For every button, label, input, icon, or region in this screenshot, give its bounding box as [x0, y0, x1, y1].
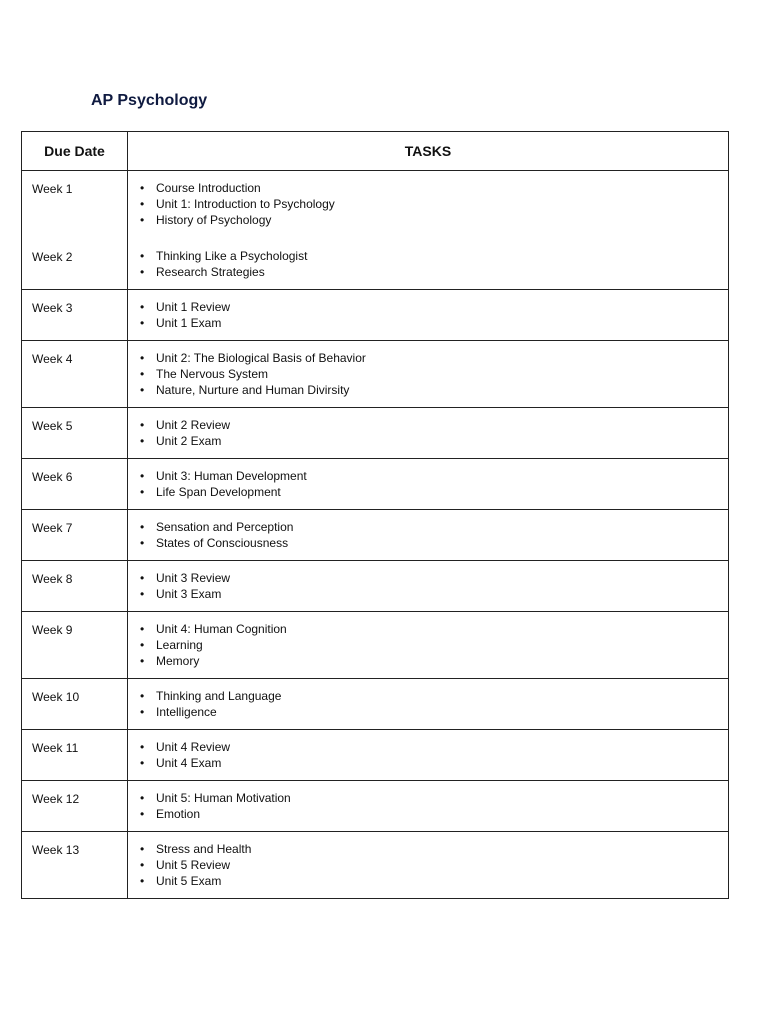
tasks-cell [128, 290, 729, 341]
bullet-icon: • [140, 536, 145, 550]
task-text: Life Span Development [156, 485, 281, 499]
task-item [137, 248, 728, 264]
task-item [137, 468, 728, 484]
tasks-cell [128, 730, 729, 781]
due-date-cell [22, 832, 128, 899]
task-text: Unit 4 Exam [156, 756, 222, 770]
bullet-icon: • [140, 858, 145, 872]
bullet-icon: • [140, 874, 145, 888]
task-text: Unit 5: Human Motivation [156, 791, 291, 805]
tasks-cell [128, 341, 729, 408]
task-text: Stress and Health [156, 842, 252, 856]
table-row [22, 612, 729, 679]
bullet-icon: • [140, 265, 145, 279]
task-list [137, 180, 728, 228]
task-item [137, 704, 728, 720]
table-row [22, 781, 729, 832]
task-list [137, 248, 728, 280]
task-item [137, 366, 728, 382]
tasks-cell [128, 561, 729, 612]
tasks-cell [128, 679, 729, 730]
task-text: Research Strategies [156, 265, 265, 279]
task-text: Unit 2 Exam [156, 434, 222, 448]
task-item [137, 417, 728, 433]
week-label: Week 3 [32, 301, 73, 315]
tasks-cell [128, 171, 729, 290]
bullet-icon: • [140, 434, 145, 448]
table-row [22, 510, 729, 561]
task-item [137, 806, 728, 822]
task-item [137, 519, 728, 535]
task-text: Unit 4: Human Cognition [156, 622, 287, 636]
task-text: Unit 3: Human Development [156, 469, 307, 483]
week-label: Week 10 [32, 690, 80, 704]
week-label: Week 11 [32, 741, 79, 755]
tasks-cell [128, 459, 729, 510]
bullet-icon: • [140, 587, 145, 601]
task-item [137, 586, 728, 602]
task-item [137, 841, 728, 857]
week-label: Week 2 [32, 250, 73, 264]
bullet-icon: • [140, 756, 145, 770]
week-label: Week 6 [32, 470, 73, 484]
task-text: Unit 4 Review [156, 740, 231, 754]
table-row [22, 341, 729, 408]
table-row [22, 290, 729, 341]
task-text: Emotion [156, 807, 201, 821]
task-item [137, 653, 728, 669]
task-item [137, 857, 728, 873]
week-label: Week 7 [32, 521, 73, 535]
bullet-icon: • [140, 316, 145, 330]
due-date-cell [22, 341, 128, 408]
task-item [137, 739, 728, 755]
week-label: Week 13 [32, 843, 80, 857]
task-item [137, 570, 728, 586]
task-item [137, 484, 728, 500]
task-item [137, 382, 728, 398]
week-label: Week 12 [32, 792, 80, 806]
due-date-cell [22, 408, 128, 459]
tasks-cell [128, 781, 729, 832]
bullet-icon: • [140, 197, 145, 211]
task-item [137, 299, 728, 315]
due-date-cell [22, 730, 128, 781]
task-text: Unit 5 Exam [156, 874, 222, 888]
bullet-icon: • [140, 249, 145, 263]
task-text: States of Consciousness [156, 536, 289, 550]
task-list [137, 688, 728, 720]
table-row [22, 679, 729, 730]
task-item [137, 350, 728, 366]
schedule-table [21, 131, 729, 899]
task-text: Thinking and Language [156, 689, 282, 703]
task-item [137, 264, 728, 280]
task-text: Unit 3 Review [156, 571, 231, 585]
bullet-icon: • [140, 705, 145, 719]
due-date-cell [22, 679, 128, 730]
task-text: Unit 2 Review [156, 418, 231, 432]
table-row [22, 459, 729, 510]
task-list [137, 841, 728, 889]
task-text: Nature, Nurture and Human Divirsity [156, 383, 350, 397]
header-row [22, 132, 729, 171]
tasks-cell [128, 510, 729, 561]
task-item [137, 688, 728, 704]
task-list [137, 739, 728, 771]
due-date-cell [22, 459, 128, 510]
task-text: Unit 1: Introduction to Psychology [156, 197, 335, 211]
bullet-icon: • [140, 181, 145, 195]
table-row [22, 730, 729, 781]
bullet-icon: • [140, 689, 145, 703]
table-row [22, 832, 729, 899]
task-text: Unit 1 Exam [156, 316, 222, 330]
bullet-icon: • [140, 213, 145, 227]
bullet-icon: • [140, 469, 145, 483]
task-text: Sensation and Perception [156, 520, 294, 534]
task-list [137, 790, 728, 822]
task-item [137, 315, 728, 331]
bullet-icon: • [140, 418, 145, 432]
week-label: Week 8 [32, 572, 73, 586]
schedule-body [22, 171, 729, 899]
due-date-cell [22, 171, 128, 290]
table-row [22, 171, 729, 290]
task-item [137, 196, 728, 212]
task-text: Intelligence [156, 705, 217, 719]
due-date-header: Due Date [22, 132, 128, 171]
task-text: Learning [156, 638, 203, 652]
task-text: History of Psychology [156, 213, 272, 227]
tasks-cell [128, 612, 729, 679]
task-list [137, 468, 728, 500]
task-item [137, 621, 728, 637]
task-list [137, 299, 728, 331]
task-list [137, 519, 728, 551]
task-text: Unit 5 Review [156, 858, 231, 872]
task-item [137, 212, 728, 228]
task-item [137, 535, 728, 551]
bullet-icon: • [140, 351, 145, 365]
task-text: Thinking Like a Psychologist [156, 249, 308, 263]
bullet-icon: • [140, 740, 145, 754]
week-label: Week 4 [32, 352, 73, 366]
table-row [22, 408, 729, 459]
tasks-cell [128, 408, 729, 459]
bullet-icon: • [140, 383, 145, 397]
due-date-cell [22, 510, 128, 561]
due-date-cell [22, 561, 128, 612]
week-label: Week 1 [32, 182, 73, 196]
due-date-cell [22, 290, 128, 341]
bullet-icon: • [140, 654, 145, 668]
tasks-header: TASKS [128, 132, 729, 171]
bullet-icon: • [140, 571, 145, 585]
document-title: AP Psychology [91, 92, 208, 109]
task-text: Unit 1 Review [156, 300, 231, 314]
task-item [137, 755, 728, 771]
task-text: Unit 3 Exam [156, 587, 222, 601]
task-text: Unit 2: The Biological Basis of Behavior [156, 351, 366, 365]
task-text: Course Introduction [156, 181, 261, 195]
bullet-icon: • [140, 638, 145, 652]
task-text: Memory [156, 654, 200, 668]
task-list [137, 350, 728, 398]
table-row [22, 561, 729, 612]
week-label: Week 5 [32, 419, 73, 433]
due-date-cell [22, 612, 128, 679]
due-date-cell [22, 781, 128, 832]
bullet-icon: • [140, 485, 145, 499]
task-list [137, 621, 728, 669]
bullet-icon: • [140, 842, 145, 856]
bullet-icon: • [140, 622, 145, 636]
task-text: The Nervous System [156, 367, 269, 381]
bullet-icon: • [140, 300, 145, 314]
bullet-icon: • [140, 367, 145, 381]
task-item [137, 180, 728, 196]
task-list [137, 417, 728, 449]
bullet-icon: • [140, 791, 145, 805]
task-item [137, 433, 728, 449]
tasks-cell [128, 832, 729, 899]
week-label: Week 9 [32, 623, 73, 637]
task-item [137, 873, 728, 889]
task-item [137, 637, 728, 653]
task-item [137, 790, 728, 806]
task-list [137, 570, 728, 602]
bullet-icon: • [140, 807, 145, 821]
bullet-icon: • [140, 520, 145, 534]
